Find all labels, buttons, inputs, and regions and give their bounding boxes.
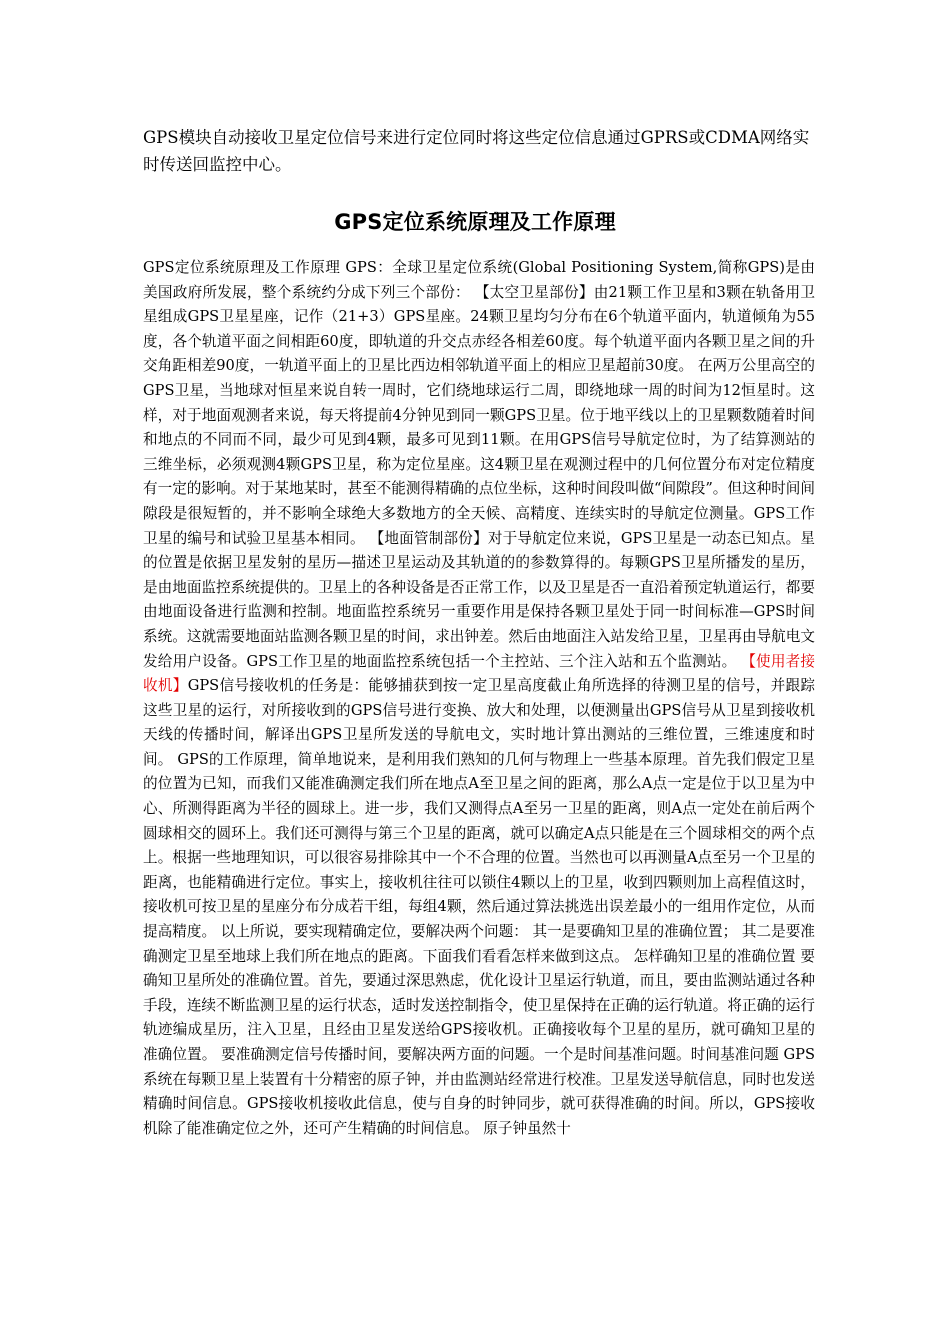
body-text-part-1: GPS定位系统原理及工作原理 GPS：全球卫星定位系统(Global Positioning System,简称GPS)是由美国政府所发展，整个系统约分成下列三个部份： 【太空卫星部份】由21颗工作卫星和3颗在轨备用卫星组成GPS卫星星座，记作（21+3）GPS星座。24颗卫星均匀分布在6个轨道平面内，轨道倾角为55度，各个轨道平面之间相距60度，即轨道的升交点赤经各相差60度。每个轨道平面内各颗卫星之间的升交角距相差90度，一轨道平面上的卫星比西边相邻轨道平面上的相应卫星超前30度。 在两万公里高空的GPS卫星，当地球对恒星来说自转一周时，它们绕地球运行二周，即绕地球一周的时间为12恒星时。这样，对于地面观测者来说，每天将提前4分钟见到同一颗GPS卫星。位于地平线以上的卫星颗数随着时间和地点的不同而不同，最少可见到4颗，最多可见到11颗。在用GPS信号导航定位时，为了结算测站的三维坐标，必须观测4颗GPS卫星，称为定位星座。这4颗卫星在观测过程中的几何位置分布对定位精度有一定的影响。对于某地某时，甚至不能测得精确的点位坐标，这种时间段叫做“间隙段”。但这种时间间隙段是很短暂的，并不影响全球绝大多数地方的全天候、高精度、连续实时的导航定位测量。GPS工作卫星的编号和试验卫星基本相同。 【地面管制部份】对于导航定位来说，GPS卫星是一动态已知点。星的位置是依据卫星发射的星历—描述卫星运动及其轨道的的参数算得的。每颗GPS卫星所播发的星历，是由地面监控系统提供的。卫星上的各种设备是否正常工作，以及卫星是否一直沿着预定轨道运行，都要由地面设备进行监测和控制。地面监控系统另一重要作用是保持各颗卫星处于同一时间标准—GPS时间系统。这就需要地面站监测各颗卫星的时间，求出钟差。然后由地面注入站发给卫星，卫星再由导航电文发给用户设备。GPS工作卫星的地面监控系统包括一个主控站、三个注入站和五个监测站。 — [143, 259, 815, 670]
user-receiver-heading: 【使用者接收机】 — [143, 652, 815, 695]
intro-paragraph: GPS模块自动接收卫星定位信号来进行定位同时将这些定位信息通过GPRS或CDMA网络实时传送回监控中心。 — [143, 128, 810, 174]
body-text-part-2: GPS信号接收机的任务是：能够捕获到按一定卫星高度截止角所选择的待测卫星的信号，并跟踪这些卫星的运行，对所接收到的GPS信号进行变换、放大和处理，以便测量出GPS信号从卫星到接收机天线的传播时间，解译出GPS卫星所发送的导航电文，实时地计算出测站的三维位置，三维速度和时间。 GPS的工作原理，简单地说来，是利用我们熟知的几何与物理上一些基本原理。首先我们假定卫星的位置为已知，而我们又能准确测定我们所在地点A至卫星之间的距离，那么A点一定是位于以卫星为中心、所测得距离为半径的圆球上。进一步，我们又测得点A至另一卫星的距离，则A点一定处在前后两个圆球相交的圆环上。我们还可测得与第三个卫星的距离，就可以确定A点只能是在三个圆球相交的两个点上。根据一些地理知识，可以很容易排除其中一个不合理的位置。当然也可以再测量A点至另一个卫星的距离，也能精确进行定位。事实上，接收机往往可以锁住4颗以上的卫星，收到四颗则加上高程值这时，接收机可按卫星的星座分布分成若干组，每组4颗，然后通过算法挑选出误差最小的一组用作定位，从而提高精度。 以上所说，要实现精确定位，要解决两个问题： 其一是要确知卫星的准确位置； 其二是要准确测定卫星至地球上我们所在地点的距离。下面我们看看怎样来做到这点。 怎样确知卫星的准确位置 要确知卫星所处的准确位置。首先，要通过深思熟虑，优化设计卫星运行轨道，而且，要由监测站通过各种手段，连续不断监测卫星的运行状态，适时发送控制指令，使卫星保持在正确的运行轨道。将正确的运行轨迹编成星历，注入卫星，且经由卫星发送给GPS接收机。正确接收每个卫星的星历，就可确知卫星的准确位置。 要准确测定信号传播时间，要解决两方面的问题。一个是时间基准问题。时间基准问题 GPS系统在每颗卫星上装置有十分精密的原子钟，并由监测站经常进行校准。卫星发送导航信息，同时也发送精确时间信息。GPS接收机接收此信息，使与自身的时钟同步，就可获得准确的时间。所以，GPS接收机除了能准确定位之外，还可产生精确的时间信息。 原子钟虽然十 — [143, 677, 815, 1137]
page-title: GPS定位系统原理及工作原理 — [334, 210, 616, 234]
body-text — [143, 256, 815, 1141]
